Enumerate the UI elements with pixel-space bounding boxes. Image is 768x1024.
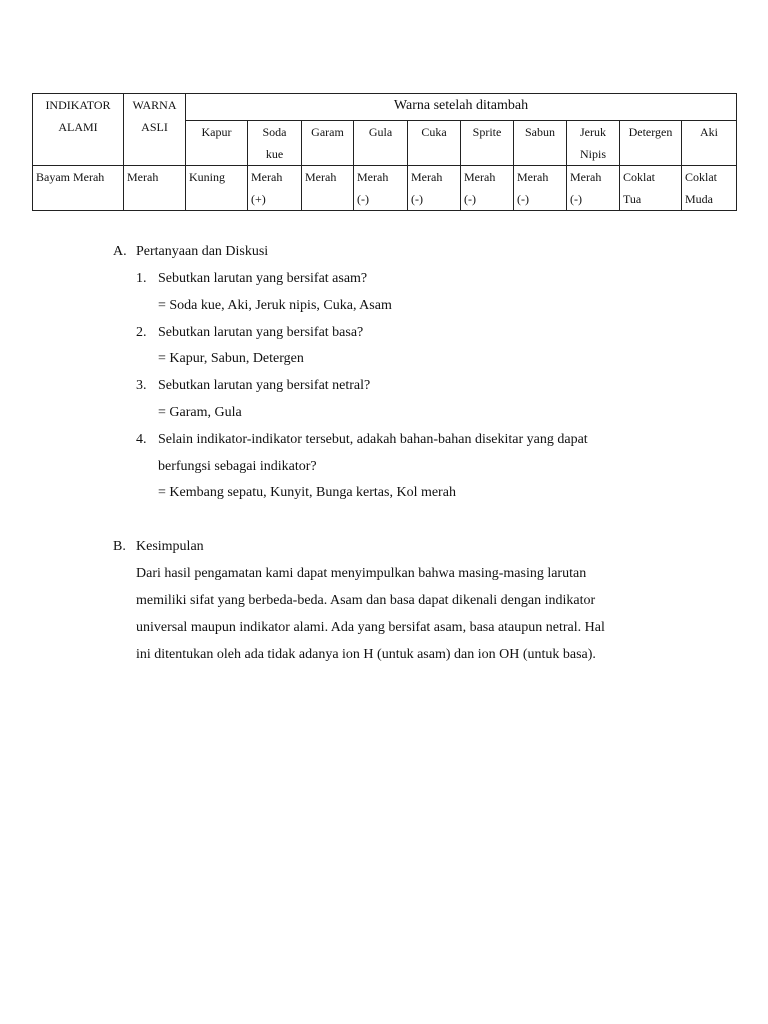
cell-text: (-) [464,192,476,206]
conclusion-line: universal maupun indikator alami. Ada yang bersifat asam, basa ataupun netral. Hal [136,620,605,635]
subheader-line: Garam [311,125,344,139]
table-row [33,166,737,211]
table-cell [514,166,567,211]
header-indikator-alami [33,94,124,166]
question-text: Sebutkan larutan yang bersifat basa? [158,324,364,340]
cell-warna-asli-text: Merah [127,170,159,184]
table-cell [620,166,682,211]
cell-text: Merah [570,170,602,184]
cell-text: Merah [517,170,549,184]
header-warna-asli [124,94,186,166]
subheader-gula [354,121,408,166]
table-cell [186,166,248,211]
cell-text: Merah [411,170,443,184]
cell-text: Coklat [685,170,717,184]
subheader-line: Sprite [472,125,502,139]
cell-text: (+) [251,192,266,206]
cell-text: (-) [517,192,529,206]
subheader-line: Jeruk [580,125,606,139]
table-cell [302,166,354,211]
question-text: Sebutkan larutan yang bersifat netral? [158,378,371,394]
conclusion-line: memiliki sifat yang berbeda-beda. Asam dan basa dapat dikenali dengan indikator [136,593,596,608]
subheader-line: Cuka [421,125,447,139]
answer-text: = Kapur, Sabun, Detergen [158,351,304,367]
header-indikator-line2: ALAMI [58,120,98,134]
question-text: berfungsi sebagai indikator? [158,458,317,474]
section-a-marker: A. [113,244,127,259]
cell-text: Merah [251,170,283,184]
question-number: 4. [136,431,147,447]
table-header-row [33,94,737,121]
subheader-sprite [461,121,514,166]
section-b-title: Kesimpulan [136,539,204,554]
cell-text: Tua [623,192,642,206]
observation-table [32,93,737,211]
subheader-sabun [514,121,567,166]
cell-text: (-) [357,192,369,206]
conclusion-line: ini ditentukan oleh ada tidak adanya ion H (untuk asam) dan ion OH (untuk basa). [136,647,596,662]
subheader-line: kue [265,147,284,161]
subheader-line: Aki [700,125,718,139]
answer-text: = Soda kue, Aki, Jeruk nipis, Cuka, Asam [158,297,392,313]
cell-indikator-text: Bayam Merah [36,170,105,184]
question-number: 2. [136,324,147,340]
subheader-line: Soda [262,125,287,139]
header-warna-asli-lines [124,94,185,138]
conclusion-line: Dari hasil pengamatan kami dapat menyimpulkan bahwa masing-masing larutan [136,566,587,581]
cell-text: Merah [464,170,496,184]
header-warna-asli-line1: WARNA [132,98,177,112]
cell-text: Merah [357,170,389,184]
subheader-line: Gula [368,125,393,139]
cell-text: Kuning [189,170,225,184]
subheader-line: Detergen [628,125,673,139]
subheader-line: Sabun [525,125,555,139]
table-cell [567,166,620,211]
cell-text: Merah [305,170,337,184]
header-indikator-lines [33,94,123,138]
subheader-line: Nipis [579,147,606,161]
subheader-garam [302,121,354,166]
section-a-title: Pertanyaan dan Diskusi [136,244,269,259]
header-warna-setelah-ditambah: Warna setelah ditambah [186,94,737,121]
cell-indikator [33,166,124,211]
subheader-cuka [408,121,461,166]
header-indikator-line1: INDIKATOR [45,98,111,112]
subheader-soda-kue [248,121,302,166]
cell-text: (-) [411,192,423,206]
cell-text: (-) [570,192,582,206]
question-number: 1. [136,271,147,286]
question-text: Selain indikator-indikator tersebut, adakah bahan-bahan disekitar yang dapat [158,431,588,447]
question-number: 3. [136,378,147,394]
subheader-line: Kapur [201,125,232,139]
subheader-kapur [186,121,248,166]
table-cell [682,166,737,211]
cell-text: Muda [685,192,713,206]
answer-text: = Garam, Gula [158,405,242,420]
table-cell [354,166,408,211]
subheader-jeruk-nipis [567,121,620,166]
table-cell [461,166,514,211]
answer-text: = Kembang sepatu, Kunyit, Bunga kertas, Kol merah [158,485,456,501]
cell-text: Coklat [623,170,655,184]
subheader-aki [682,121,737,166]
cell-warna-asli [124,166,186,211]
question-text: Sebutkan larutan yang bersifat asam? [158,271,368,286]
subheader-detergen [620,121,682,166]
table-cell [248,166,302,211]
header-warna-asli-line2: ASLI [141,120,168,134]
table-cell [408,166,461,211]
section-b-marker: B. [113,539,126,554]
